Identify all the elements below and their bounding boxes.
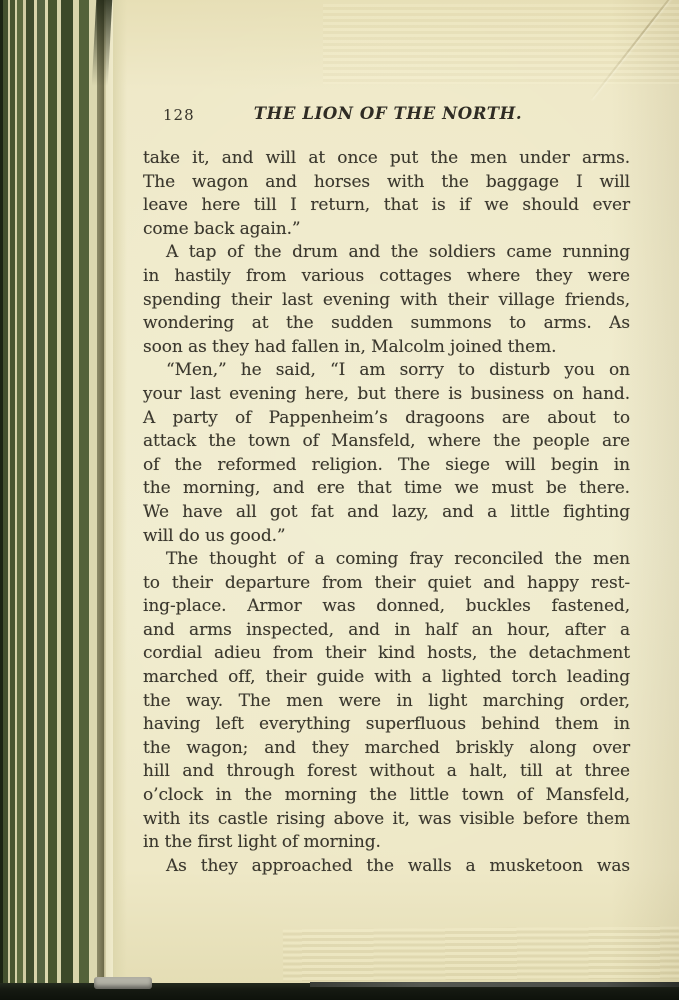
text-line: The wagon and horses with the baggage I will bbox=[143, 171, 630, 192]
text-line: We have all got fat and lazy, and a little fighting bbox=[143, 501, 630, 522]
text-line: spending their last evening with their village friends, bbox=[143, 289, 630, 310]
paragraph bbox=[143, 147, 630, 241]
text-line: come back again.” bbox=[143, 218, 301, 239]
text-line: in the first light of morning. bbox=[143, 832, 381, 853]
text-line: leave here till I return, that is if we should ever bbox=[143, 195, 630, 216]
text-line: A party of Pappenheim’s dragoons are about to bbox=[143, 407, 630, 428]
text-line: “Men,” he said, “I am sorry to disturb you on bbox=[166, 360, 630, 381]
text-line: ing-place. Armor was donned, buckles fastened, bbox=[143, 596, 630, 617]
text-line: the morning, and ere that time we must be there. bbox=[143, 478, 630, 499]
text-block bbox=[143, 147, 630, 878]
text-line: the way. The men were in light marching order, bbox=[143, 690, 630, 711]
paragraph bbox=[143, 548, 630, 855]
text-line: hill and through forest without a halt, till at three bbox=[143, 761, 630, 782]
text-line: o’clock in the morning the little town of Mansfeld, bbox=[143, 785, 630, 806]
text-line: soon as they had fallen in, Malcolm joined them. bbox=[143, 336, 557, 357]
page-stack-edges bbox=[283, 927, 679, 982]
text-line: take it, and will at once put the men under arms. bbox=[143, 148, 630, 168]
text-line: of the reformed religion. The siege will begin in bbox=[143, 454, 630, 475]
text-line: and arms inspected, and in half an hour, after a bbox=[143, 619, 630, 640]
paragraph bbox=[143, 359, 630, 548]
text-line: with its castle rising above it, was visible before them bbox=[143, 808, 630, 829]
paper-streaks-top bbox=[323, 4, 679, 84]
text-line: wondering at the sudden summons to arms. As bbox=[143, 313, 630, 334]
binding-tab bbox=[94, 977, 152, 989]
text-line: your last evening here, but there is business on hand. bbox=[143, 383, 630, 404]
text-line: in hastily from various cottages where they were bbox=[143, 265, 630, 286]
text-line: will do us good.” bbox=[143, 525, 286, 546]
text-line: cordial adieu from their kind hosts, the detachment bbox=[143, 643, 630, 664]
text-line: the wagon; and they marched briskly along over bbox=[143, 737, 630, 758]
book-page bbox=[113, 0, 679, 986]
text-line: attack the town of Mansfeld, where the people are bbox=[143, 431, 630, 452]
paragraph bbox=[143, 855, 630, 879]
text-line: marched off, their guide with a lighted torch leading bbox=[143, 667, 630, 688]
text-line: The thought of a coming fray reconciled the men bbox=[166, 549, 630, 570]
paragraph bbox=[143, 241, 630, 359]
book-spine-page-edges bbox=[0, 0, 113, 986]
text-line: A tap of the drum and the soldiers came running bbox=[166, 242, 630, 263]
table-edge-highlight bbox=[310, 982, 679, 987]
text-line: having left everything superfluous behind them in bbox=[143, 714, 630, 735]
page-number: 128 bbox=[163, 106, 195, 124]
text-line: As they approached the walls a musketoon was bbox=[166, 855, 630, 876]
page-header bbox=[143, 104, 633, 128]
running-title: THE LION OF THE NORTH. bbox=[253, 104, 523, 123]
text-line: to their departure from their quiet and happy rest- bbox=[143, 572, 630, 593]
